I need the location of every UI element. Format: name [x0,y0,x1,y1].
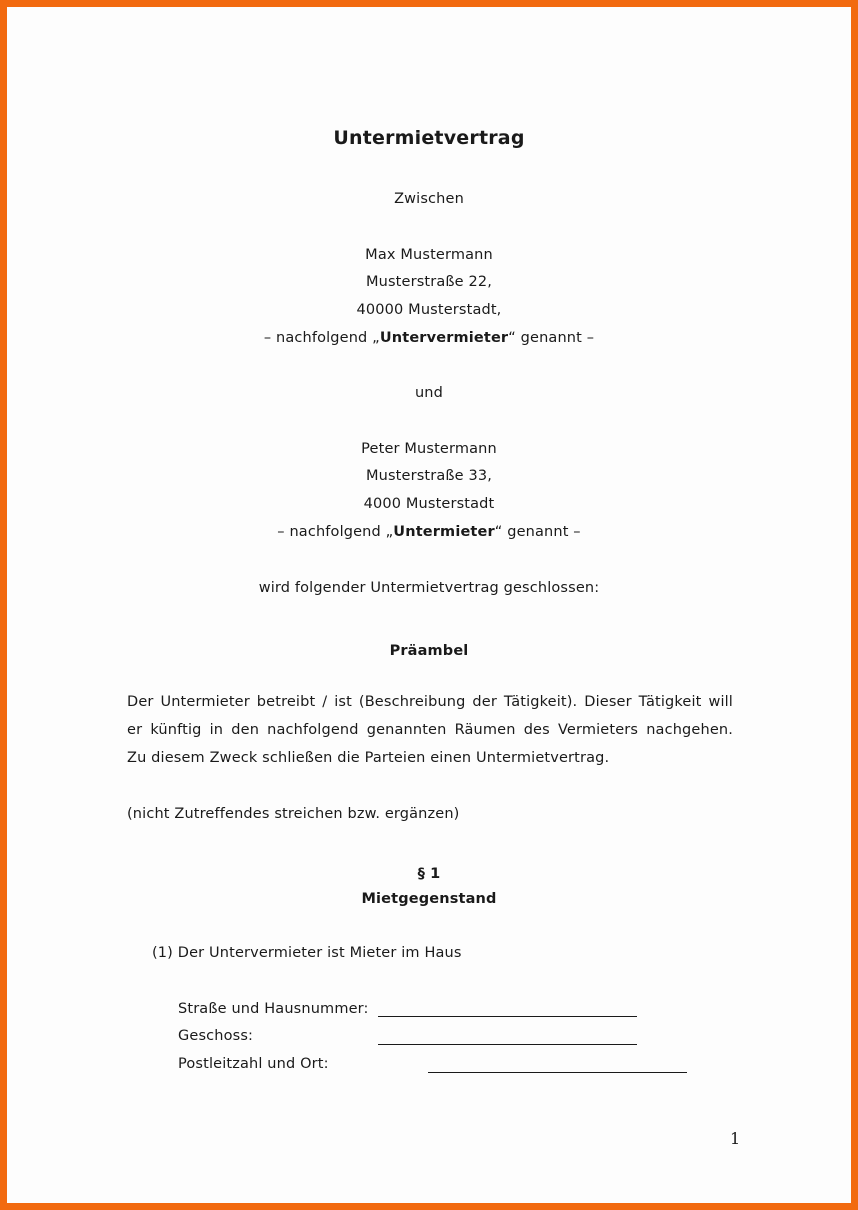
party1-name: Max Mustermann [365,247,493,263]
field-blank-floor[interactable] [378,1044,637,1045]
field-label-postal-city: Postleitzahl und Ort: [178,1056,329,1072]
section-title: Mietgegenstand [361,891,497,907]
clause-1: (1) Der Untervermieter ist Mieter im Haus [152,945,462,961]
party2-role-line [0,524,858,540]
party1-role-prefix: – nachfolgend „ [263,330,380,346]
party2-street: Musterstraße 33, [365,468,493,484]
document-title: Untermietvertrag [333,127,525,149]
party2-role-suffix: “ genannt – [494,524,581,540]
preamble-line: Der Untermieter betreibt / ist (Beschreibung der Tätigkeit). Dieser Tätigkeit will [127,694,733,710]
preamble-line: Zu diesem Zweck schließen die Parteien einen Untermietvertrag. [127,750,610,766]
section-number: § 1 [417,866,441,882]
field-blank-street[interactable] [378,1016,637,1017]
closing-statement: wird folgender Untermietvertrag geschlossen: [258,580,600,596]
party2-role-prefix: – nachfolgend „ [277,524,394,540]
field-blank-postal-city[interactable] [428,1072,687,1073]
party2-city: 4000 Musterstadt [363,496,495,512]
and-label: und [414,385,444,401]
party2-role: Untermieter [393,524,495,540]
field-label-street: Straße und Hausnummer: [178,1001,369,1017]
party1-role: Untervermieter [379,330,509,346]
party1-role-line [0,330,858,346]
page-number: 1 [730,1129,741,1148]
instruction-note: (nicht Zutreffendes streichen bzw. ergänzen) [127,806,460,822]
party1-street: Musterstraße 22, [365,274,493,290]
between-label: Zwischen [394,191,464,207]
field-label-floor: Geschoss: [178,1028,254,1044]
preamble-line: er künftig in den nachfolgend genannten Räumen des Vermieters nachgehen. [127,722,733,738]
party1-city: 40000 Musterstadt, [356,302,502,318]
party2-name: Peter Mustermann [361,441,497,457]
party1-role-suffix: “ genannt – [508,330,595,346]
preamble-heading: Präambel [389,643,469,659]
